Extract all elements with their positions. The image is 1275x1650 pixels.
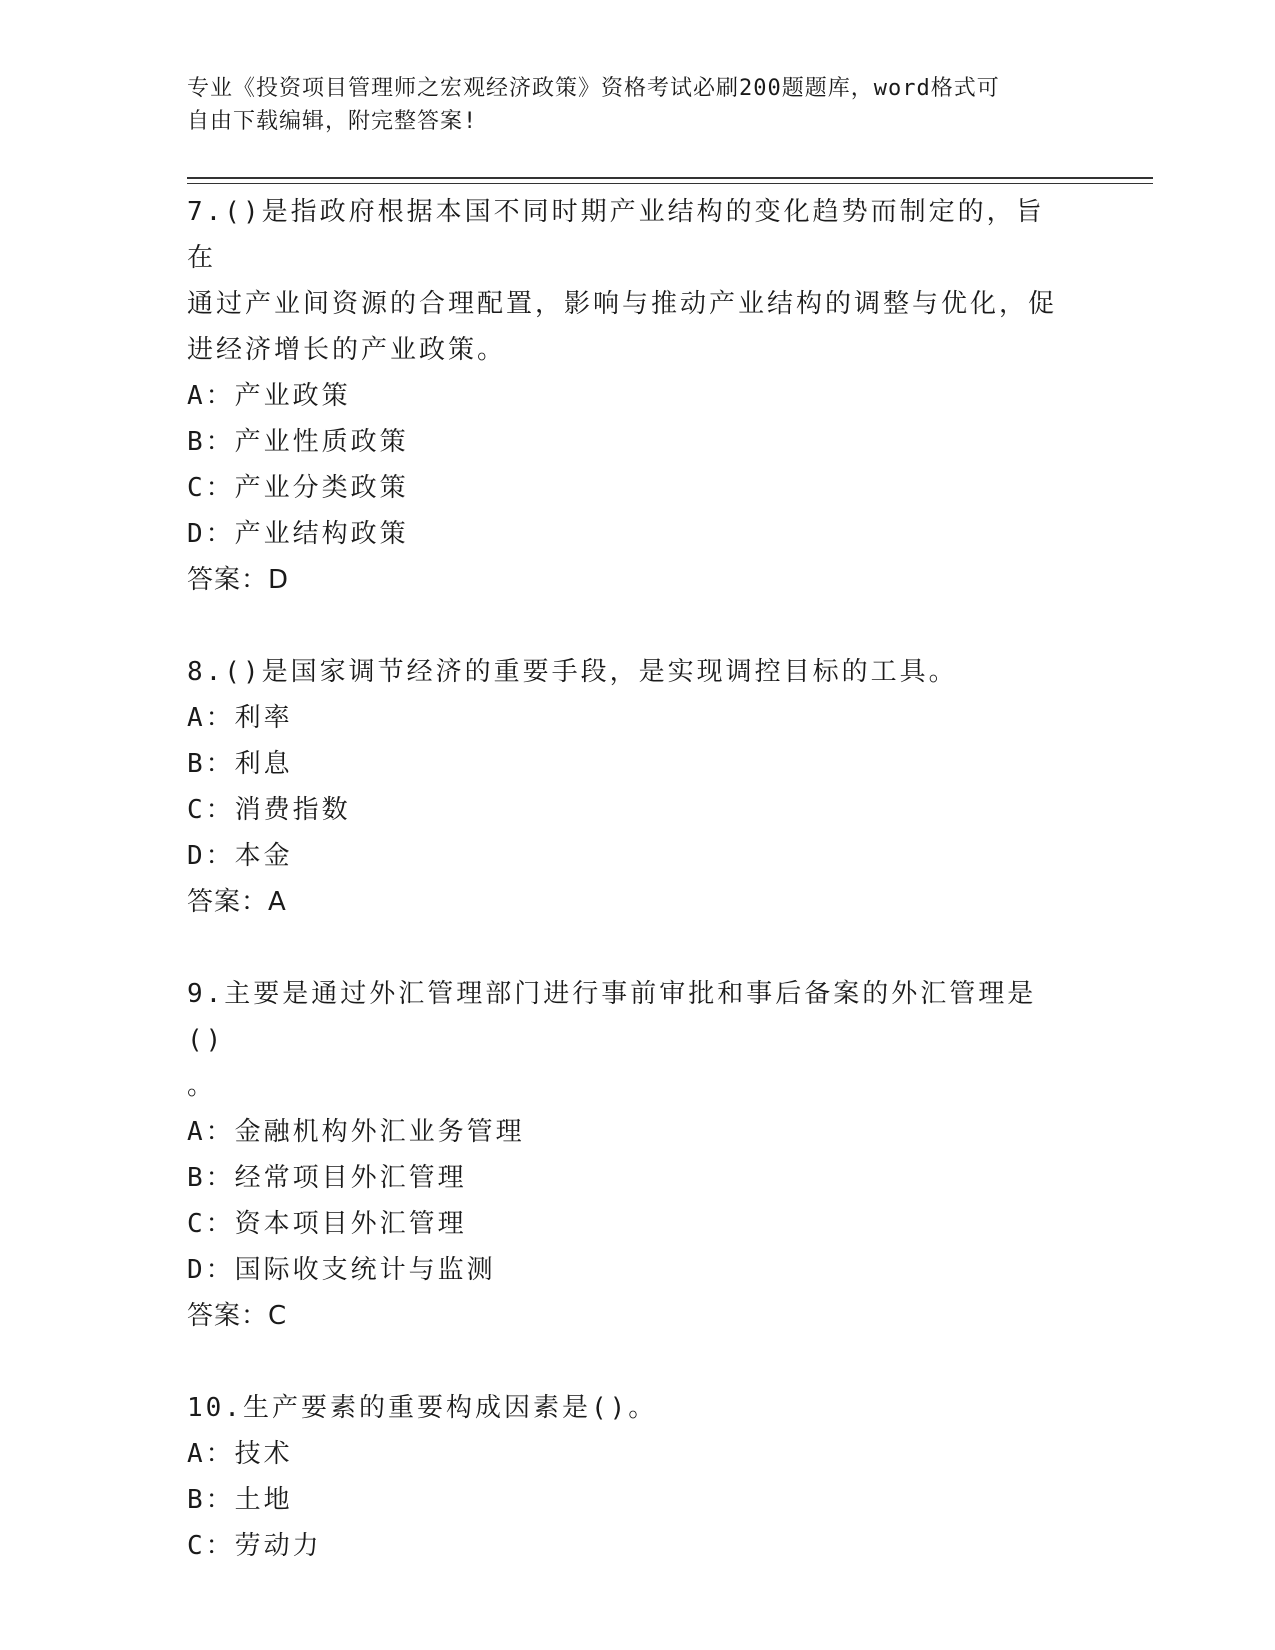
question-9 bbox=[187, 971, 1067, 1339]
answer-line: 答案：C bbox=[187, 1301, 288, 1331]
answer-line: 答案：A bbox=[187, 887, 287, 917]
stem-line: 9.主要是通过外汇管理部门进行事前审批和事后备案的外汇管理是() bbox=[187, 979, 1037, 1055]
stem-line: 进经济增长的产业政策。 bbox=[187, 335, 507, 365]
option-d: D：产业结构政策 bbox=[187, 519, 409, 549]
stem-line: 7.()是指政府根据本国不同时期产业结构的变化趋势而制定的，旨在 bbox=[187, 197, 1045, 273]
option-a: A：产业政策 bbox=[187, 381, 351, 411]
question-list bbox=[187, 189, 1067, 1569]
option-c: C：劳动力 bbox=[187, 1531, 322, 1561]
option-a: A：利率 bbox=[187, 703, 293, 733]
question-stem bbox=[187, 1385, 1067, 1431]
option-b: B：经常项目外汇管理 bbox=[187, 1163, 467, 1193]
document-header bbox=[187, 72, 1067, 138]
option-b: B：产业性质政策 bbox=[187, 427, 409, 457]
spacer bbox=[187, 603, 1067, 649]
stem-line: 。 bbox=[187, 1071, 217, 1101]
header-rule-thick bbox=[187, 177, 1153, 179]
stem-line: 8.()是国家调节经济的重要手段，是实现调控目标的工具。 bbox=[187, 657, 958, 687]
option-d: D：本金 bbox=[187, 841, 293, 871]
option-c: C：产业分类政策 bbox=[187, 473, 409, 503]
answer-line: 答案：D bbox=[187, 565, 290, 595]
stem-line: 10.生产要素的重要构成因素是()。 bbox=[187, 1393, 658, 1423]
question-stem bbox=[187, 649, 1067, 695]
question-stem bbox=[187, 971, 1067, 1109]
header-line-1: 专业《投资项目管理师之宏观经济政策》资格考试必刷200题题库，word格式可 bbox=[187, 76, 1000, 101]
option-a: A：金融机构外汇业务管理 bbox=[187, 1117, 525, 1147]
option-c: C：资本项目外汇管理 bbox=[187, 1209, 467, 1239]
question-stem bbox=[187, 189, 1067, 373]
option-b: B：土地 bbox=[187, 1485, 293, 1515]
question-10 bbox=[187, 1385, 1067, 1569]
question-8 bbox=[187, 649, 1067, 925]
spacer bbox=[187, 1339, 1067, 1385]
option-a: A：技术 bbox=[187, 1439, 293, 1469]
question-7 bbox=[187, 189, 1067, 603]
header-rule-thin bbox=[187, 183, 1153, 184]
stem-line: 通过产业间资源的合理配置，影响与推动产业结构的调整与优化，促 bbox=[187, 289, 1058, 319]
option-d: D：国际收支统计与监测 bbox=[187, 1255, 496, 1285]
option-c: C：消费指数 bbox=[187, 795, 351, 825]
option-b: B：利息 bbox=[187, 749, 293, 779]
header-line-2: 自由下载编辑，附完整答案! bbox=[187, 109, 478, 134]
spacer bbox=[187, 925, 1067, 971]
